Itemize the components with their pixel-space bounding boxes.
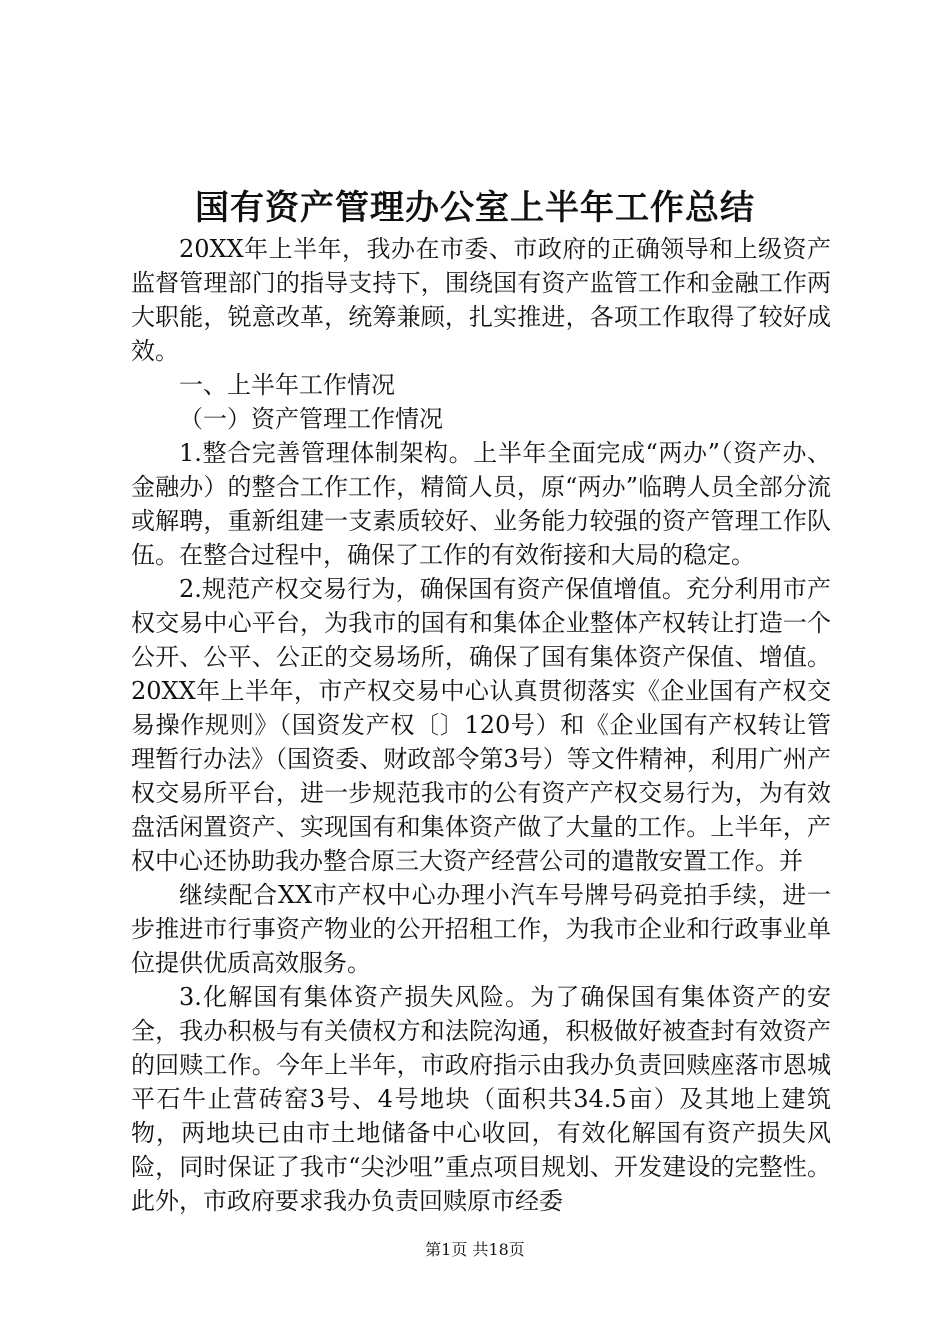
page-footer: 第1页 共18页 bbox=[425, 1240, 525, 1259]
paragraph-item-2: 2.规范产权交易行为，确保国有资产保值增值。充分利用市产权交易中心平台，为我市的国有和集体企业整体产权转让打造一个公开、公平、公正的交易场所，确保了国有集体资产保值、增值。20XX年上半年，市产权交易中心认真贯彻落实《企业国有产权交易操作规则》（国资发产权〔〕120号）和《企业国有产权转让管理暂行办法》（国资委、财政部令第3号）等文件精神，利用广州产权交易所平台，进一步规范我市的公有资产产权交易行为，为有效盘活闲置资产、实现国有和集体资产做了大量的工作。上半年，产权中心还协助我办整合原三大资产经营公司的遣散安置工作。并 bbox=[131, 575, 831, 875]
subsection-heading: （一）资产管理工作情况 bbox=[179, 405, 443, 433]
section-heading: 一、上半年工作情况 bbox=[179, 371, 395, 399]
paragraph-item-3: 3.化解国有集体资产损失风险。为了确保国有集体资产的安全，我办积极与有关债权方和法院沟通，积极做好被查封有效资产的回赎工作。今年上半年，市政府指示由我办负责回赎座落市恩城平石牛止营砖窑3号、4号地块（面积共34.5亩）及其地上建筑物，两地块已由市土地储备中心收回，有效化解国有资产损失风险，同时保证了我市“尖沙咀”重点项目规划、开发建设的完整性。此外，市政府要求我办负责回赎原市经委 bbox=[131, 983, 831, 1215]
paragraph-intro: 20XX年上半年，我办在市委、市政府的正确领导和上级资产监督管理部门的指导支持下，围绕国有资产监管工作和金融工作两大职能，锐意改革，统筹兼顾，扎实推进，各项工作取得了较好成效。 bbox=[131, 235, 831, 365]
paragraph-item-1: 1.整合完善管理体制架构。上半年全面完成“两办”（资产办、金融办）的整合工作工作，精简人员，原“两办”临聘人员全部分流或解聘，重新组建一支素质较好、业务能力较强的资产管理工作队伍。在整合过程中，确保了工作的有效衔接和大局的稳定。 bbox=[131, 439, 831, 569]
document-title: 国有资产管理办公室上半年工作总结 bbox=[195, 188, 755, 228]
document-body bbox=[131, 232, 831, 1218]
paragraph-continuation: 继续配合XX市产权中心办理小汽车号牌号码竞拍手续，进一步推进市行事资产物业的公开招租工作，为我市企业和行政事业单位提供优质高效服务。 bbox=[131, 881, 831, 977]
